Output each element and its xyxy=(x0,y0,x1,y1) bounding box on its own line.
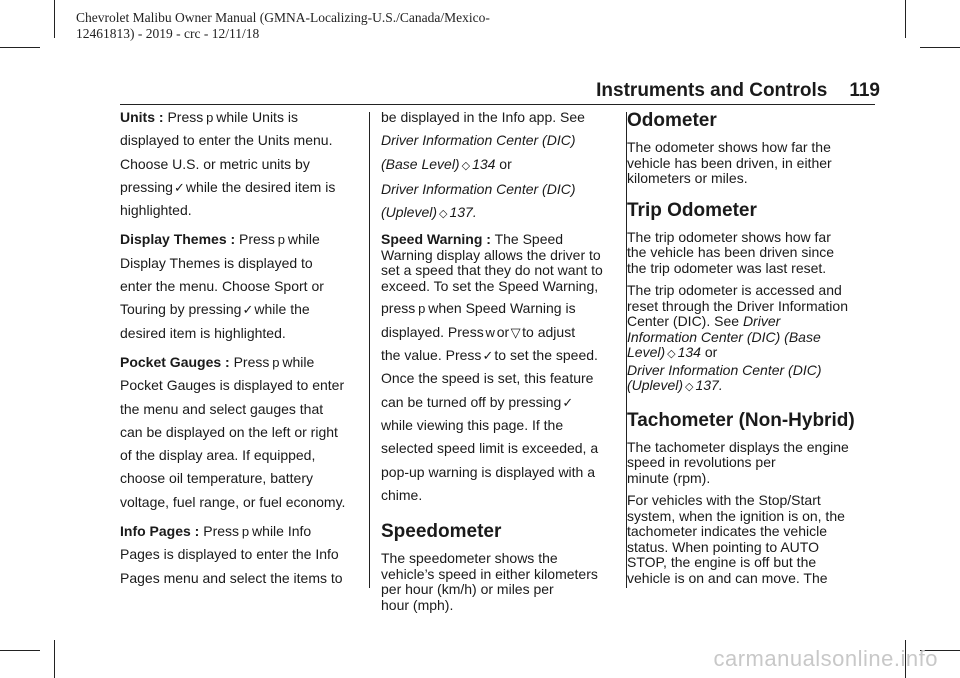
check-icon: ✓ xyxy=(173,179,185,195)
text: voltage, fuel range, or fuel economy. xyxy=(120,493,346,510)
text: while xyxy=(282,353,315,370)
text: reset through the Driver Information xyxy=(627,297,848,314)
text: while Units is xyxy=(216,109,298,125)
heading-trip-odometer: Trip Odometer xyxy=(627,199,757,221)
header-line-1: Chevrolet Malibu Owner Manual (GMNA-Localizing-U.S./Canada/Mexico- xyxy=(76,10,490,25)
paragraph-info-pages xyxy=(120,520,360,590)
text: kilometers or miles. xyxy=(627,170,748,186)
column-3 xyxy=(627,110,882,586)
text: status. When pointing to AUTO xyxy=(627,538,819,555)
crop-mark xyxy=(905,0,906,38)
column-divider xyxy=(369,112,370,588)
header-rule xyxy=(120,104,875,105)
text: while xyxy=(287,231,320,248)
text: vehicle has been driven, in either xyxy=(627,154,832,171)
text: selected speed limit is exceeded, a xyxy=(381,440,599,457)
paragraph-speed-warning-cont xyxy=(381,297,616,507)
heading-speedometer: Speedometer xyxy=(381,521,502,543)
text: pop-up warning is displayed with a xyxy=(381,463,596,480)
cross-reference[interactable]: Driver Information Center (DIC) xyxy=(381,180,576,197)
text: can be displayed on the left or right xyxy=(120,423,338,440)
page-ref-number[interactable]: 137. xyxy=(695,377,723,393)
text: displayed. Press xyxy=(381,323,484,340)
up-arrow-icon: w xyxy=(485,324,495,340)
cross-reference[interactable]: Driver Information Center (DIC) xyxy=(381,132,576,149)
text: The tachometer displays the engine xyxy=(627,438,849,455)
text: be displayed in the Info app. See xyxy=(381,109,585,125)
select-button-icon: p xyxy=(277,232,285,248)
crop-mark xyxy=(920,47,960,48)
text: minute (rpm). xyxy=(627,469,711,486)
text: or xyxy=(496,323,510,340)
paragraph-tach-2 xyxy=(627,493,882,586)
paragraph-units xyxy=(120,106,360,222)
watermark: carmanualsonline.info xyxy=(713,646,938,671)
cross-reference[interactable]: Level) xyxy=(627,344,666,360)
text: highlighted. xyxy=(120,202,192,219)
text: when Speed Warning is xyxy=(428,300,576,317)
heading-tachometer: Tachometer (Non-Hybrid) xyxy=(627,409,855,431)
term-units: Units : xyxy=(120,109,164,125)
column-2 xyxy=(381,106,616,613)
text: set a speed that they do not want to xyxy=(381,262,603,279)
text: vehicle is on and can move. The xyxy=(627,569,828,586)
text: Pocket Gauges is displayed to enter xyxy=(120,377,345,394)
crop-mark xyxy=(54,0,55,38)
page-ref-icon: ◇ xyxy=(461,159,471,172)
text: For vehicles with the Stop/Start xyxy=(627,492,821,508)
text: exceed. To set the Speed Warning, xyxy=(381,277,599,294)
text: while viewing this page. If the xyxy=(381,416,564,433)
text: chime. xyxy=(381,486,423,503)
section-title: Instruments and Controls xyxy=(596,80,828,101)
cross-reference[interactable]: Driver xyxy=(742,313,781,329)
text: or xyxy=(495,155,512,172)
paragraph-tach-1 xyxy=(627,440,882,487)
paragraph-info-cont xyxy=(381,106,616,226)
text: pressing xyxy=(120,178,173,195)
text: Press xyxy=(235,231,275,248)
text: Once the speed is set, this feature xyxy=(381,370,594,387)
text: Pages menu and select the items to xyxy=(120,569,343,586)
cross-reference[interactable]: Driver Information Center (DIC) xyxy=(627,361,822,378)
page-number: 119 xyxy=(849,80,880,101)
paragraph-trip-1 xyxy=(627,230,882,277)
page-ref-icon: ◇ xyxy=(667,348,676,360)
heading-odometer: Odometer xyxy=(627,110,717,131)
crop-mark xyxy=(0,47,40,48)
paragraph-speed-warning xyxy=(381,232,616,294)
down-arrow-icon: ▽ xyxy=(510,324,521,340)
term-speed-warning: Speed Warning : xyxy=(381,231,491,248)
text: vehicle’s speed in either kilometers xyxy=(381,565,598,582)
text: Center (DIC). See xyxy=(627,313,740,329)
text: to set the speed. xyxy=(494,347,598,364)
text: Press xyxy=(229,353,270,370)
text: of the display area. If equipped, xyxy=(120,447,316,464)
paragraph-trip-2 xyxy=(627,283,882,396)
paragraph-speedometer xyxy=(381,551,616,613)
text: Press xyxy=(163,109,204,125)
check-icon: ✓ xyxy=(562,394,574,410)
header-line-2: 12461813) - 2019 - crc - 12/11/18 xyxy=(76,26,260,41)
text: while the desired item is xyxy=(185,178,336,195)
text: the menu and select gauges that xyxy=(120,400,324,417)
text: Press xyxy=(199,523,240,540)
text: tachometer indicates the vehicle xyxy=(627,523,827,539)
text: Display Themes is displayed to xyxy=(120,254,313,271)
term-pocket-gauges: Pocket Gauges : xyxy=(120,353,230,370)
term-info-pages: Info Pages : xyxy=(120,523,200,540)
page-ref-number[interactable]: 134 xyxy=(472,155,496,172)
running-head xyxy=(596,80,880,102)
paragraph-odometer xyxy=(627,140,882,187)
select-button-icon: p xyxy=(241,524,250,540)
page-ref-number[interactable]: 134 xyxy=(677,344,701,360)
text: speed in revolutions per xyxy=(627,454,776,470)
text: while Info xyxy=(252,523,312,540)
text: system, when the ignition is on, the xyxy=(627,507,845,524)
text: the value. Press xyxy=(381,347,482,364)
text: STOP, the engine is off but the xyxy=(627,554,817,570)
text: press xyxy=(381,300,416,317)
text: The odometer shows how far the xyxy=(627,139,831,155)
text: Touring by pressing xyxy=(120,301,242,318)
cross-reference[interactable]: Information Center (DIC) (Base xyxy=(627,328,821,345)
text: The Speed xyxy=(490,231,564,248)
text: Warning display allows the driver to xyxy=(381,246,601,263)
text: hour (mph). xyxy=(381,596,454,613)
cross-reference[interactable]: (Base Level) xyxy=(381,155,460,172)
text: The trip odometer is accessed and xyxy=(627,282,842,298)
text: The speedometer shows the xyxy=(381,550,558,567)
select-button-icon: p xyxy=(206,110,214,125)
page-ref-number[interactable]: 137. xyxy=(449,204,477,221)
text: or xyxy=(700,344,718,360)
cross-reference[interactable]: (Uplevel) xyxy=(627,377,684,393)
text: can be turned off by pressing xyxy=(381,393,562,410)
text: choose oil temperature, battery xyxy=(120,470,313,487)
page-ref-icon: ◇ xyxy=(439,208,448,221)
document-header xyxy=(76,10,490,42)
select-button-icon: p xyxy=(418,301,426,317)
text: enter the menu. Choose Sport or xyxy=(120,278,324,295)
page-ref-icon: ◇ xyxy=(685,381,694,393)
text: displayed to enter the Units menu. xyxy=(120,132,333,149)
text: to adjust xyxy=(522,323,576,340)
term-display-themes: Display Themes : xyxy=(120,231,236,248)
crop-mark xyxy=(0,650,40,651)
paragraph-display-themes xyxy=(120,228,360,344)
text: the vehicle has been driven since xyxy=(627,244,835,260)
column-1 xyxy=(120,106,360,590)
text: Choose U.S. or metric units by xyxy=(120,155,310,172)
text: per hour (km/h) or miles per xyxy=(381,581,554,598)
paragraph-pocket-gauges xyxy=(120,351,360,514)
check-icon: ✓ xyxy=(242,302,254,318)
text: The trip odometer shows how far xyxy=(627,228,831,245)
text: the trip odometer was last reset. xyxy=(627,259,827,276)
text: desired item is highlighted. xyxy=(120,324,286,341)
cross-reference[interactable]: (Uplevel) xyxy=(381,204,438,221)
text: while the xyxy=(254,301,310,318)
check-icon: ✓ xyxy=(482,348,494,364)
text: Pages is displayed to enter the Info xyxy=(120,546,339,563)
select-button-icon: p xyxy=(272,354,280,370)
crop-mark xyxy=(54,640,55,678)
